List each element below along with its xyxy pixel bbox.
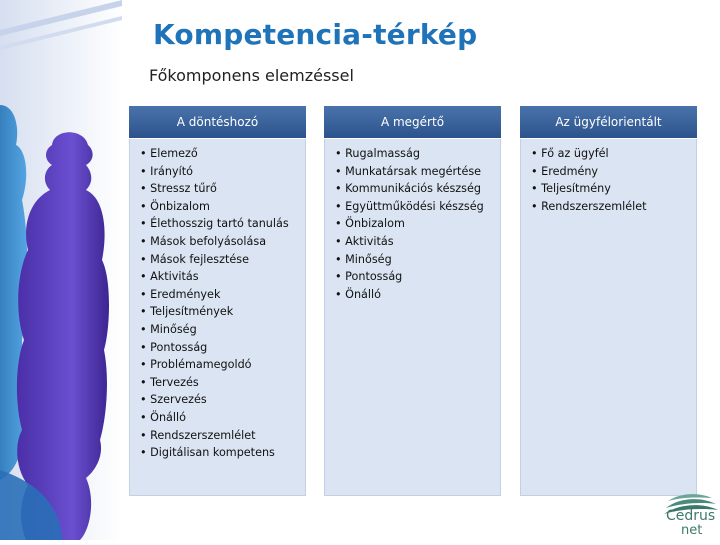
list-item: • Önálló bbox=[335, 286, 496, 304]
list-item: • Teljesítmények bbox=[140, 303, 301, 321]
column-header: Az ügyfélorientált bbox=[520, 106, 697, 139]
list-item: • Teljesítmény bbox=[531, 180, 692, 198]
list-item: • Együttműködési készség bbox=[335, 198, 496, 216]
list-item: • Szervezés bbox=[140, 391, 301, 409]
logo-text: net bbox=[681, 523, 703, 538]
list-item: • Kommunikációs készség bbox=[335, 180, 496, 198]
list-item: • Rendszerszemlélet bbox=[140, 427, 301, 445]
list-item: • Önbizalom bbox=[335, 215, 496, 233]
column-decision-maker bbox=[129, 106, 306, 496]
list-item: • Fő az ügyfél bbox=[531, 145, 692, 163]
list-item: • Stressz tűrő bbox=[140, 180, 301, 198]
person-figures-illustration bbox=[0, 0, 122, 540]
list-item: • Minőség bbox=[140, 321, 301, 339]
slide-title: Kompetencia-térkép bbox=[153, 18, 478, 51]
column-body bbox=[324, 139, 501, 496]
column-body bbox=[129, 139, 306, 496]
column-understanding bbox=[324, 106, 501, 496]
list-item: • Önbizalom bbox=[140, 198, 301, 216]
list-item: • Önálló bbox=[140, 409, 301, 427]
list-item: • Mások fejlesztése bbox=[140, 251, 301, 269]
column-header: A megértő bbox=[324, 106, 501, 139]
list-item: • Tervezés bbox=[140, 374, 301, 392]
list-item: • Pontosság bbox=[335, 268, 496, 286]
column-body bbox=[520, 139, 697, 496]
list-item: • Eredmények bbox=[140, 286, 301, 304]
list-item: • Munkatársak megértése bbox=[335, 163, 496, 181]
slide-subtitle: Főkomponens elemzéssel bbox=[149, 66, 354, 85]
list-item: • Rendszerszemlélet bbox=[531, 198, 692, 216]
list-item: • Eredmény bbox=[531, 163, 692, 181]
list-item: • Digitálisan kompetens bbox=[140, 444, 301, 462]
list-item: • Mások befolyásolása bbox=[140, 233, 301, 251]
column-header: A döntéshozó bbox=[129, 106, 306, 139]
list-item: • Rugalmasság bbox=[335, 145, 496, 163]
list-item: • Aktivitás bbox=[140, 268, 301, 286]
list-item: • Élethosszig tartó tanulás bbox=[140, 215, 301, 233]
list-item: • Aktivitás bbox=[335, 233, 496, 251]
list-item: • Problémamegoldó bbox=[140, 356, 301, 374]
list-item: • Minőség bbox=[335, 251, 496, 269]
logo-text: Cedrus bbox=[666, 508, 716, 524]
column-customer-oriented bbox=[520, 106, 697, 496]
list-item: • Pontosság bbox=[140, 339, 301, 357]
list-item: • Elemező bbox=[140, 145, 301, 163]
list-item: • Irányító bbox=[140, 163, 301, 181]
